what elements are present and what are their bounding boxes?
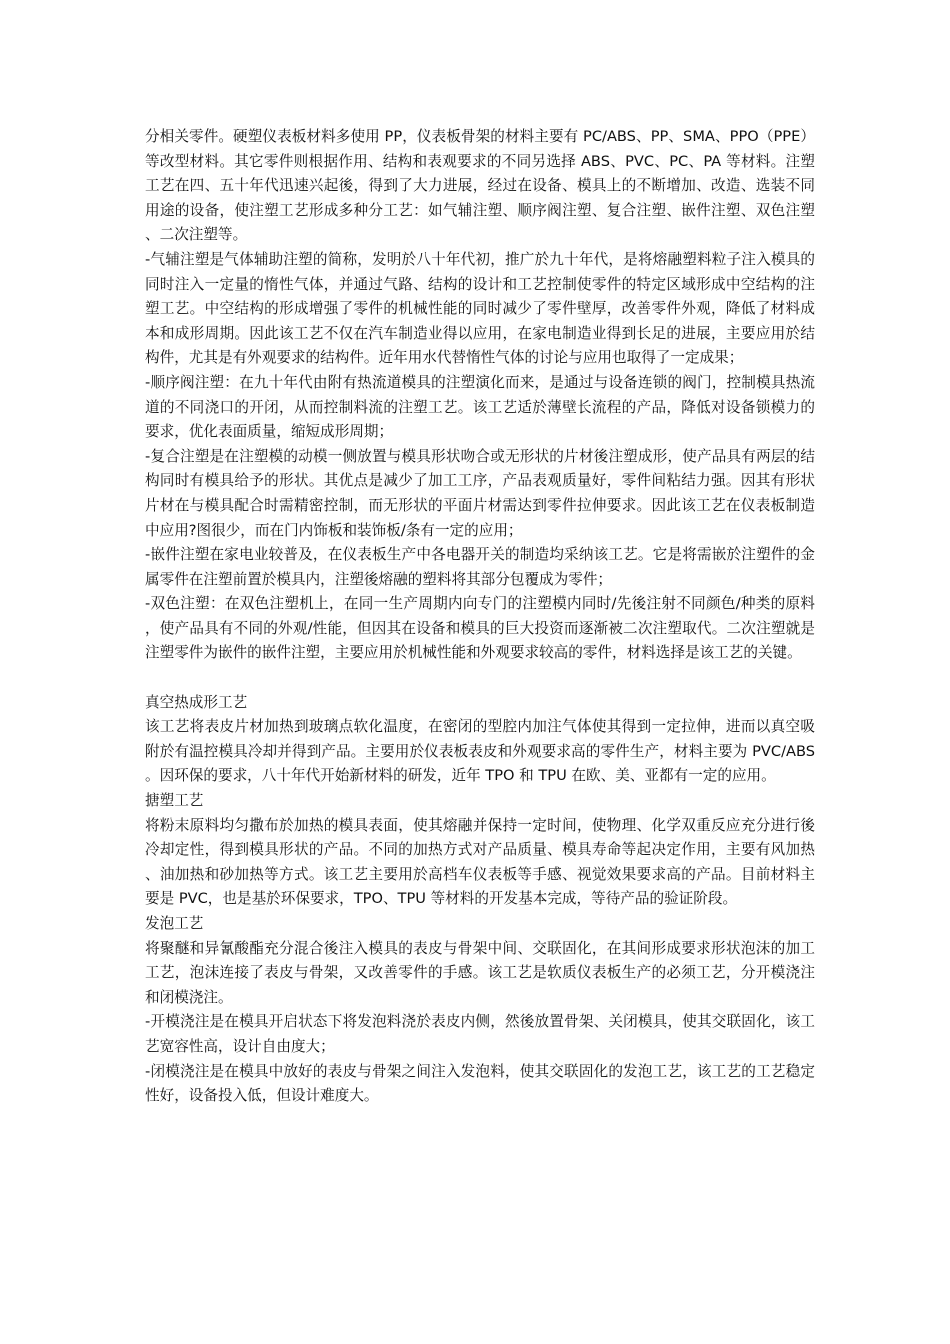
paragraph-closed-mold-pouring: -闭模浇注是在模具中放好的表皮与骨架之间注入发泡料，使其交联固化的发泡工艺，该工艺的工艺稳定性好，设备投入低，但设计难度大。 bbox=[145, 1062, 815, 1105]
document-body bbox=[145, 125, 815, 1109]
paragraph-open-mold-pouring: -开模浇注是在模具开启状态下将发泡料浇於表皮内侧，然後放置骨架、关闭模具，使其交联固化，该工艺宽容性高，设计自由度大； bbox=[145, 1013, 815, 1055]
section-heading-foaming: 发泡工艺 bbox=[145, 915, 204, 932]
paragraph-gas-assisted-injection: -气辅注塑是气体辅助注塑的简称，发明於八十年代初，推广於九十年代，是将熔融塑料粒子注入模具的同时注入一定量的惰性气体，并通过气路、结构的设计和工艺控制使零件的特定区域形成中空结构的注塑工艺。中空结构的形成增强了零件的机械性能的同时减少了零件壁厚，改善零件外观，降低了材料成本和成形周期。因此该工艺不仅在汽车制造业得以应用，在家电制造业得到长足的进展，主要应用於结构件，尤其是有外观要求的结构件。近年用水代替惰性气体的讨论与应用也取得了一定成果； bbox=[145, 250, 815, 367]
paragraph-vacuum-forming: 该工艺将表皮片材加热到玻璃点软化温度，在密闭的型腔内加注气体使其得到一定拉伸，进而以真空吸附於有温控模具冷却并得到产品。主要用於仪表板表皮和外观要求高的零件生产，材料主要为 PVC/ABS。因环保的要求，八十年代开始新材料的研发，近年 TPO 和 TPU 在欧、美、亚都有一定的应用。 bbox=[145, 718, 815, 785]
paragraph-injection-overview: 分相关零件。硬塑仪表板材料多使用 PP，仪表板骨架的材料主要有 PC/ABS、PP、SMA、PPO（PPE）等改型材料。其它零件则根据作用、结构和表观要求的不同另选择 ABS、PVC、PC、PA 等材料。注塑工艺在四、五十年代迅速兴起後，得到了大力进展，经过在设备、模具上的不断增加、改造、选装不同用途的设备，使注塑工艺形成多种分工艺：如气辅注塑、顺序阀注塑、复合注塑、嵌件注塑、双色注塑、二次注塑等。 bbox=[145, 128, 815, 244]
section-heading-slush-molding: 搪塑工艺 bbox=[145, 792, 204, 810]
paragraph-composite-injection: -复合注塑是在注塑模的动模一侧放置与模具形状吻合或无形状的片材後注塑成形，使产品具有两层的结构同时有模具给予的形状。其优点是减少了加工工序，产品表观质量好，零件间粘结力强。因其有形状片材在与模具配合时需精密控制，而无形状的平面片材需达到零件拉伸要求。因此该工艺在仪表板制造中应用?图很少，而在门内饰板和装饰板/条有一定的应用； bbox=[145, 447, 815, 539]
blank-line bbox=[145, 666, 815, 691]
paragraph-foaming: 将聚醚和异氰酸酯充分混合後注入模具的表皮与骨架中间、交联固化，在其间形成要求形状泡沫的加工工艺，泡沫连接了表皮与骨架，又改善零件的手感。该工艺是软质仪表板生产的必须工艺，分开模浇注和闭模浇注。 bbox=[145, 939, 815, 1006]
section-heading-vacuum-forming: 真空热成形工艺 bbox=[145, 693, 248, 711]
paragraph-two-color-injection: -双色注塑：在双色注塑机上，在同一生产周期内向专门的注塑模内同时/先後注射不同颜色/种类的原料，使产品具有不同的外观/性能，但因其在设备和模具的巨大投资而逐渐被二次注塑取代。二次注塑就是注塑零件为嵌件的嵌件注塑，主要应用於机械性能和外观要求较高的零件，材料选择是该工艺的关键。 bbox=[145, 595, 815, 662]
paragraph-insert-injection: -嵌件注塑在家电业较普及，在仪表板生产中各电器开关的制造均采纳该工艺。它是将需嵌於注塑件的金属零件在注塑前置於模具内，注塑後熔融的塑料将其部分包覆成为零件； bbox=[145, 546, 815, 588]
paragraph-slush-molding: 将粉末原料均匀撒布於加热的模具表面，使其熔融并保持一定时间，使物理、化学双重反应充分进行後冷却定性，得到模具形状的产品。不同的加热方式对产品质量、模具寿命等起决定作用，主要有风加热、油加热和砂加热等方式。该工艺主要用於高档车仪表板等手感、视觉效果要求高的产品。目前材料主要是 PVC，也是基於环保要求，TPO、TPU 等材料的开发基本完成，等待产品的验证阶段。 bbox=[145, 816, 815, 908]
paragraph-sequential-valve-injection: -顺序阀注塑：在九十年代由附有热流道模具的注塑演化而来，是通过与设备连锁的阀门，控制模具热流道的不同浇口的开闭，从而控制料流的注塑工艺。该工艺适於薄壁长流程的产品，降低对设备锁模力的要求，优化表面质量，缩短成形周期； bbox=[145, 373, 815, 441]
